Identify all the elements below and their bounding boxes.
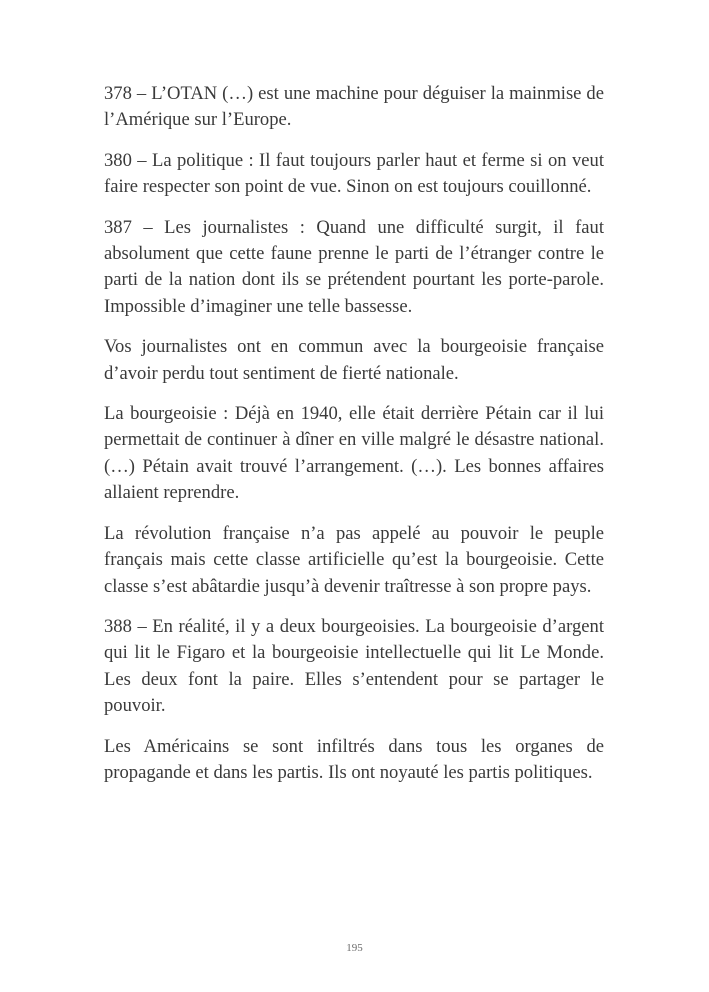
- paragraph-bourgeoisie-1940: La bourgeoisie : Déjà en 1940, elle était derrière Pétain car il lui permettait de continuer à dîner en ville malgré le désastre national. (…) Pétain avait trouvé l’arrangement. (…). Les bonnes affaires allaient reprendre.: [104, 403, 604, 504]
- paragraph-380-politique: 380 – La politique : Il faut toujours parler haut et ferme si on veut faire respecter son point de vue. Sinon on est toujours couillonné.: [104, 149, 604, 198]
- paragraph-revolution-francaise: La révolution française n’a pas appelé au pouvoir le peuple français mais cette classe artificielle qu’est la bourgeoisie. Cette classe s’est abâtardie jusqu’à devenir traîtresse à son propre pays.: [104, 522, 604, 597]
- page-number: 195: [346, 942, 363, 954]
- paragraph-387-journalistes: 387 – Les journalistes : Quand une difficulté surgit, il faut absolument que cette faune prenne le parti de l’étranger contre le parti de la nation dont ils se prétendent pourtant les porte-parole. Impossible d’imaginer une telle bassesse.: [104, 216, 604, 317]
- paragraph-378-otan: 378 – L’OTAN (…) est une machine pour déguiser la mainmise de l’Amérique sur l’Europe.: [104, 83, 604, 131]
- paragraph-journalistes-bourgeoisie: Vos journalistes ont en commun avec la bourgeoisie française d’avoir perdu tout sentiment de fierté nationale.: [104, 336, 604, 384]
- page-body: [104, 81, 604, 800]
- paragraph-americains: Les Américains se sont infiltrés dans tous les organes de propagande et dans les partis. Ils ont noyauté les partis politiques.: [104, 735, 604, 783]
- paragraph-388-deux-bourgeoisies: 388 – En réalité, il y a deux bourgeoisies. La bourgeoisie d’argent qui lit le Figaro et la bourgeoisie intellectuelle qui lit Le Monde. Les deux font la paire. Elles s’entendent pour se partager le pouvoir.: [104, 615, 604, 717]
